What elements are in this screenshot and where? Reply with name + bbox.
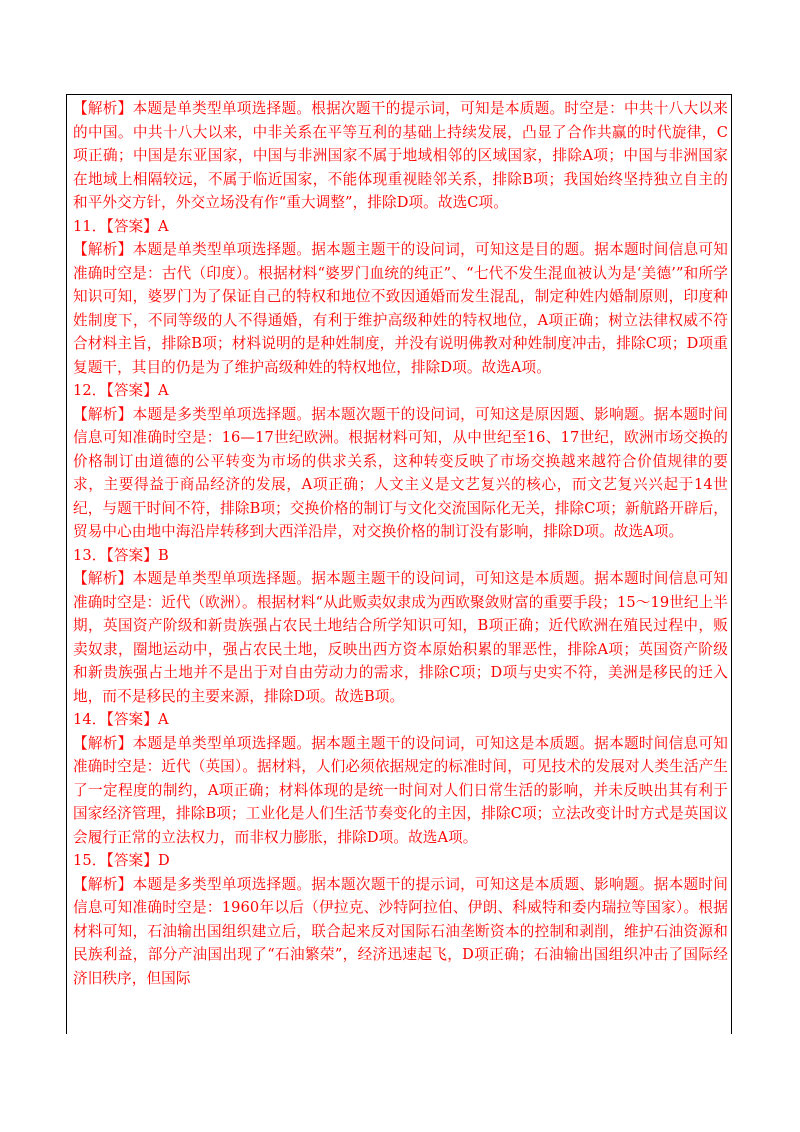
answer-line-15: 15．【答案】D [73, 852, 170, 869]
analysis-paragraph-12: 【解析】本题是多类型单项选择题。据本题次题干的设问词，可知这是原因题、影响题。据本题时间信息可知准确时空是：16—17世纪欧洲。根据材料可知，从中世纪至16、17世纪，欧洲市场交换的价格制订由道德的公平转变为市场的供求关系，这种转变反映了市场交换越来越符合价值规律的要求，主要得益于商品经济的发展，A项正确；人文主义是文艺复兴的核心，而文艺复兴兴起于14世纪，与题干时间不符，排除B项；交换价格的制订与文化交流国际化无关，排除C项；新航路开辟后，贸易中心由地中海沿岸转移到大西洋沿岸，对交换价格的制订没有影响，排除D项。故选A项。 [73, 405, 728, 540]
analysis-paragraph-10: 【解析】本题是单类型单项选择题。根据次题干的提示词，可知是本质题。时空是：中共十八大以来的中国。中共十八大以来，中非关系在平等互利的基础上持续发展，凸显了合作共赢的时代旋律，C项正确；中国是东亚国家，中国与非洲国家不属于地域相邻的区域国家，排除A项；中国与非洲国家在地域上相隔较远，不属于临近国家，不能体现重视睦邻关系，排除B项；我国始终坚持独立自主的和平外交方针，外交立场没有作“重大调整”，排除D项。故选C项。 [73, 100, 728, 211]
answer-line-12: 12．【答案】A [73, 382, 169, 399]
answer-line-14: 14．【答案】A [73, 711, 169, 728]
analysis-paragraph-15: 【解析】本题是多类型单项选择题。据本题次题干的提示词，可知这是本质题、影响题。据本题时间信息可知准确时空是：1960年以后（伊拉克、沙特阿拉伯、伊朗、科威特和委内瑞拉等国家）。根据材料可知，石油输出国组织建立后，联合起来反对国际石油垄断资本的控制和剥削，维护石油资源和民族利益，部分产油国出现了“石油繁荣”，经济迅速起飞，D项正确；石油输出国组织冲击了国际经济旧秩序，但国际 [73, 875, 728, 987]
answer-line-13: 13．【答案】B [73, 546, 169, 564]
answer-line-11: 11．【答案】A [73, 217, 169, 235]
analysis-paragraph-11: 【解析】本题是单类型单项选择题。据本题主题干的设问词，可知这是目的题。据本题时间信息可知准确时空是：古代（印度）。根据材料“婆罗门血统的纯正”、“七代不发生混血被认为是‘美德’”和所学知识可知，婆罗门为了保证自己的特权和地位不致因通婚而发生混乱，制定种姓内婚制原则，印度种姓制度下，不同等级的人不得通婚，有利于维护高级种姓的特权地位，A项正确；树立法律权威不符合材料主旨，排除B项；材料说明的是种姓制度，并没有说明佛教对种姓制度冲击，排除C项；D项重复题干，其目的仍是为了维护高级种姓的特权地位，排除D项。故选A项。 [73, 241, 728, 376]
analysis-paragraph-13: 【解析】本题是单类型单项选择题。据本题主题干的设问词，可知这是本质题。据本题时间信息可知准确时空是：近代（欧洲）。根据材料“从此贩卖奴隶成为西欧聚敛财富的重要手段；15～19世纪上半期，英国资产阶级和新贵族强占农民土地结合所学知识可知，B项正确；近代欧洲在殖民过程中，贩卖奴隶，圈地运动中，强占农民土地，反映出西方资本原始积累的罪恶性，排除A项；英国资产阶级和新贵族强占土地并不是出于对自由劳动力的需求，排除C项；D项与史实不符，美洲是移民的迁入地，而不是移民的主要来源，排除D项。故选B项。 [73, 570, 728, 705]
analysis-paragraph-14: 【解析】本题是单类型单项选择题。据本题主题干的设问词，可知这是本质题。据本题时间信息可知准确时空是：近代（英国）。据材料，人们必须依据规定的标准时间，可见技术的发展对人类生活产生了一定程度的制约，A项正确；材料体现的是统一时间对人们日常生活的影响，并未反映出其有利于国家经济管理，排除B项；工业化是人们生活节奏变化的主因，排除C项；立法改变计时方式是英国议会履行正常的立法权力，而非权力膨胀，排除D项。故选A项。 [73, 734, 728, 846]
answer-analysis-content [73, 97, 728, 990]
